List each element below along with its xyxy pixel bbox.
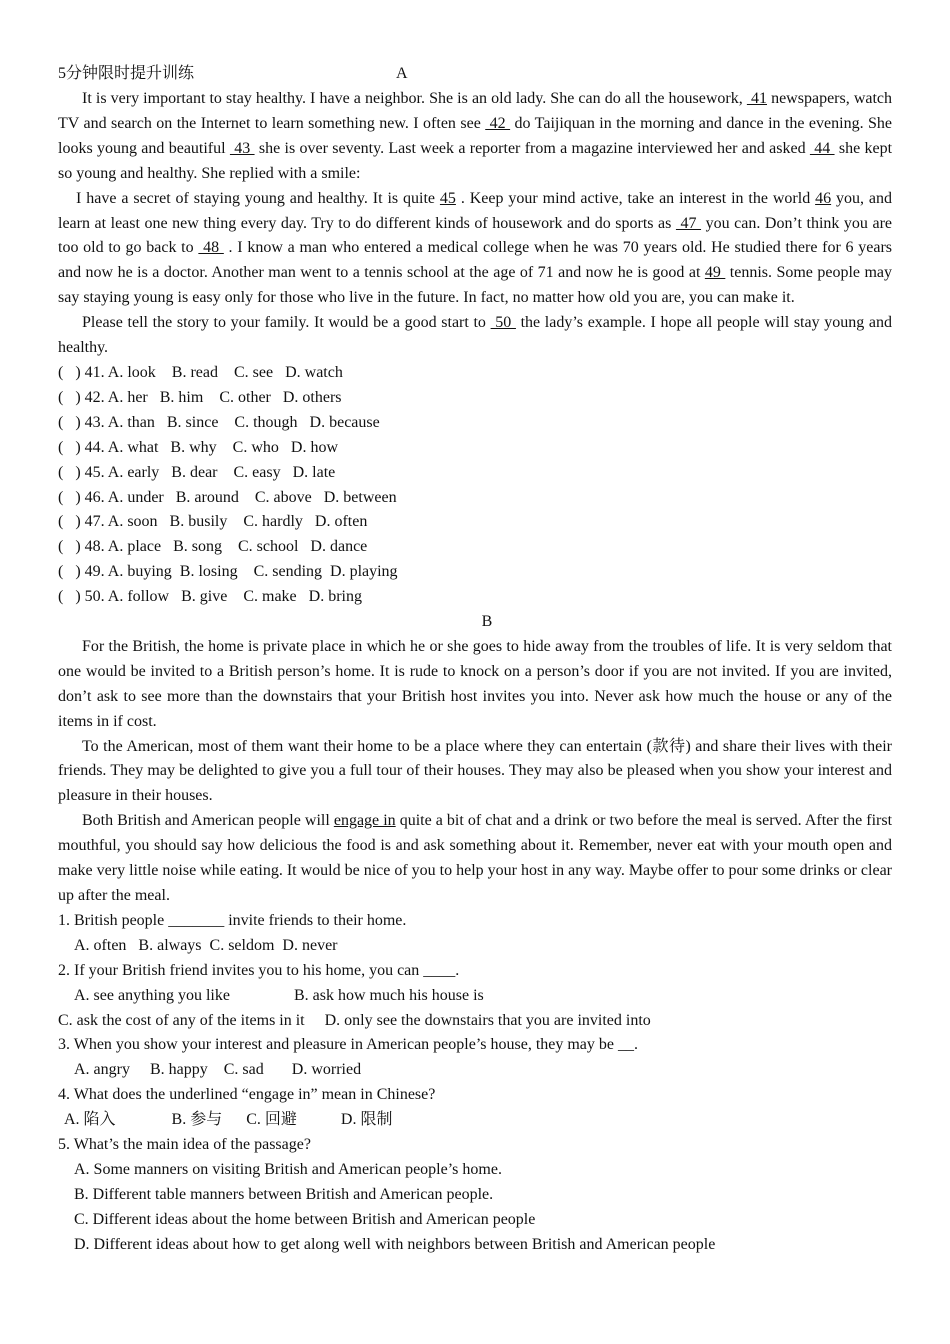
question-42: ( ) 42. A. her B. him C. other D. others bbox=[58, 388, 342, 406]
passage-b-paragraph-3: Both British and American people will engage in quite a bit of chat and a drink or two before the meal is served. After the first mouthful, you should say how delicious the food is and ask something about it. Remember, never eat with your mouth open and make very little noise while eating. It would be nice of you to help your host in any way. Maybe offer to pour some drinks or clear up after the meal. bbox=[58, 812, 893, 904]
section-b-questions bbox=[58, 909, 892, 1258]
question-b5-option-c: C. Different ideas about the home between British and American people bbox=[74, 1210, 536, 1228]
question-b3-stem: 3. When you show your interest and pleasure in American people’s house, they may be __. bbox=[58, 1036, 639, 1054]
section-b-heading: B bbox=[481, 613, 493, 631]
question-b1-options: A. often B. always C. seldom D. never bbox=[74, 936, 338, 954]
worksheet bbox=[58, 62, 892, 1258]
passage-a-paragraph-1: It is very important to stay healthy. I have a neighbor. She is an old lady. She can do all the housework, 41 newspapers, watch TV and search on the Internet to learn something new. I often see 42 do Taijiquan in the morning and dance in the evening. She looks young and beautiful 43 she is over seventy. Last week a reporter from a magazine interviewed her and asked 44 she kept so young and healthy. She replied with a smile: bbox=[58, 90, 893, 182]
blank-47: 47 bbox=[675, 214, 702, 232]
question-b5-option-a: A. Some manners on visiting British and American people’s home. bbox=[74, 1160, 502, 1178]
question-41: ( ) 41. A. look B. read C. see D. watch bbox=[58, 363, 343, 381]
question-46: ( ) 46. A. under B. around C. above D. between bbox=[58, 488, 397, 506]
question-44: ( ) 44. A. what B. why C. who D. how bbox=[58, 438, 338, 456]
blank-49: 49 bbox=[704, 264, 726, 282]
blank-48: 48 bbox=[198, 239, 224, 257]
blank-45: 45 bbox=[439, 189, 456, 207]
page-title: 5分钟限时提升训练 bbox=[58, 65, 195, 82]
question-b3-options: A. angry B. happy C. sad D. worried bbox=[74, 1061, 362, 1079]
question-b2-stem: 2. If your British friend invites you to his home, you can ____. bbox=[58, 961, 460, 979]
section-a-questions bbox=[58, 361, 892, 610]
question-b5-option-d: D. Different ideas about how to get along well with neighbors between British and American people bbox=[74, 1235, 716, 1253]
blank-43: 43 bbox=[229, 139, 255, 157]
question-47: ( ) 47. A. soon B. busily C. hardly D. often bbox=[58, 513, 368, 531]
passage-a-paragraph-2: I have a secret of staying young and healthy. It is quite 45 . Keep your mind active, take an interest in the world 46 you, and learn at least one new thing every day. Try to do different kinds of housework and do sports as 47 you can. Don’t think you are too old to go back to 48 . I know a man who entered a medical college when he was 70 years old. He studied there for 6 years and now he is a doctor. Another man went to a tennis school at the age of 71 and now he is good at 49 tennis. Some people may say staying young is easy only for those who live in the future. In fact, no matter how old you are, you can make it. bbox=[58, 189, 893, 307]
engage-in-underlined: engage in bbox=[333, 812, 396, 830]
question-b4-stem: 4. What does the underlined “engage in” mean in Chinese? bbox=[58, 1086, 436, 1104]
passage-b-paragraph-1: For the British, the home is private place in which he or she goes to hide away from the troubles of life. It is very seldom that one would be invited to a British person’s home. It is rude to knock on a person’s door if you are not invited. If you are invited, don’t ask to see more than the downstairs that your British host invites you into. Never ask how much the house or any of the items in if cost. bbox=[58, 637, 892, 730]
question-b5-stem: 5. What’s the main idea of the passage? bbox=[58, 1136, 311, 1154]
passage-b-paragraph-2: To the American, most of them want their home to be a place where they can entertain (款待) and share their lives with their friends. They may be delighted to give you a full tour of their houses. They may also be pleased when you show your interest and pleasure in their houses. bbox=[58, 737, 892, 805]
question-48: ( ) 48. A. place B. song C. school D. dance bbox=[58, 538, 368, 556]
blank-46: 46 bbox=[815, 189, 832, 207]
blank-41: 41 bbox=[746, 90, 767, 107]
worksheet-header bbox=[58, 62, 892, 87]
question-b5-option-b: B. Different table manners between British and American people. bbox=[74, 1185, 494, 1203]
question-b4-options: A. 陷入 B. 参与 C. 回避 D. 限制 bbox=[64, 1111, 393, 1129]
question-b2-options-row2: C. ask the cost of any of the items in it D. only see the downstairs that you are invited into bbox=[58, 1011, 651, 1029]
passage-a-paragraph-3: Please tell the story to your family. It would be a good start to 50 the lady’s example. I hope all people will stay young and healthy. bbox=[58, 314, 893, 357]
question-45: ( ) 45. A. early B. dear C. easy D. late bbox=[58, 463, 336, 481]
blank-44: 44 bbox=[809, 139, 835, 157]
blank-42: 42 bbox=[485, 114, 511, 132]
question-b2-options-row1: A. see anything you like B. ask how much his house is bbox=[74, 986, 484, 1004]
question-b1-stem: 1. British people _______ invite friends to their home. bbox=[58, 911, 407, 929]
question-43: ( ) 43. A. than B. since C. though D. because bbox=[58, 413, 380, 431]
question-50: ( ) 50. A. follow B. give C. make D. bring bbox=[58, 588, 362, 606]
blank-50: 50 bbox=[490, 314, 516, 332]
section-a-heading: A bbox=[396, 65, 408, 82]
question-49: ( ) 49. A. buying B. losing C. sending D. playing bbox=[58, 563, 398, 581]
